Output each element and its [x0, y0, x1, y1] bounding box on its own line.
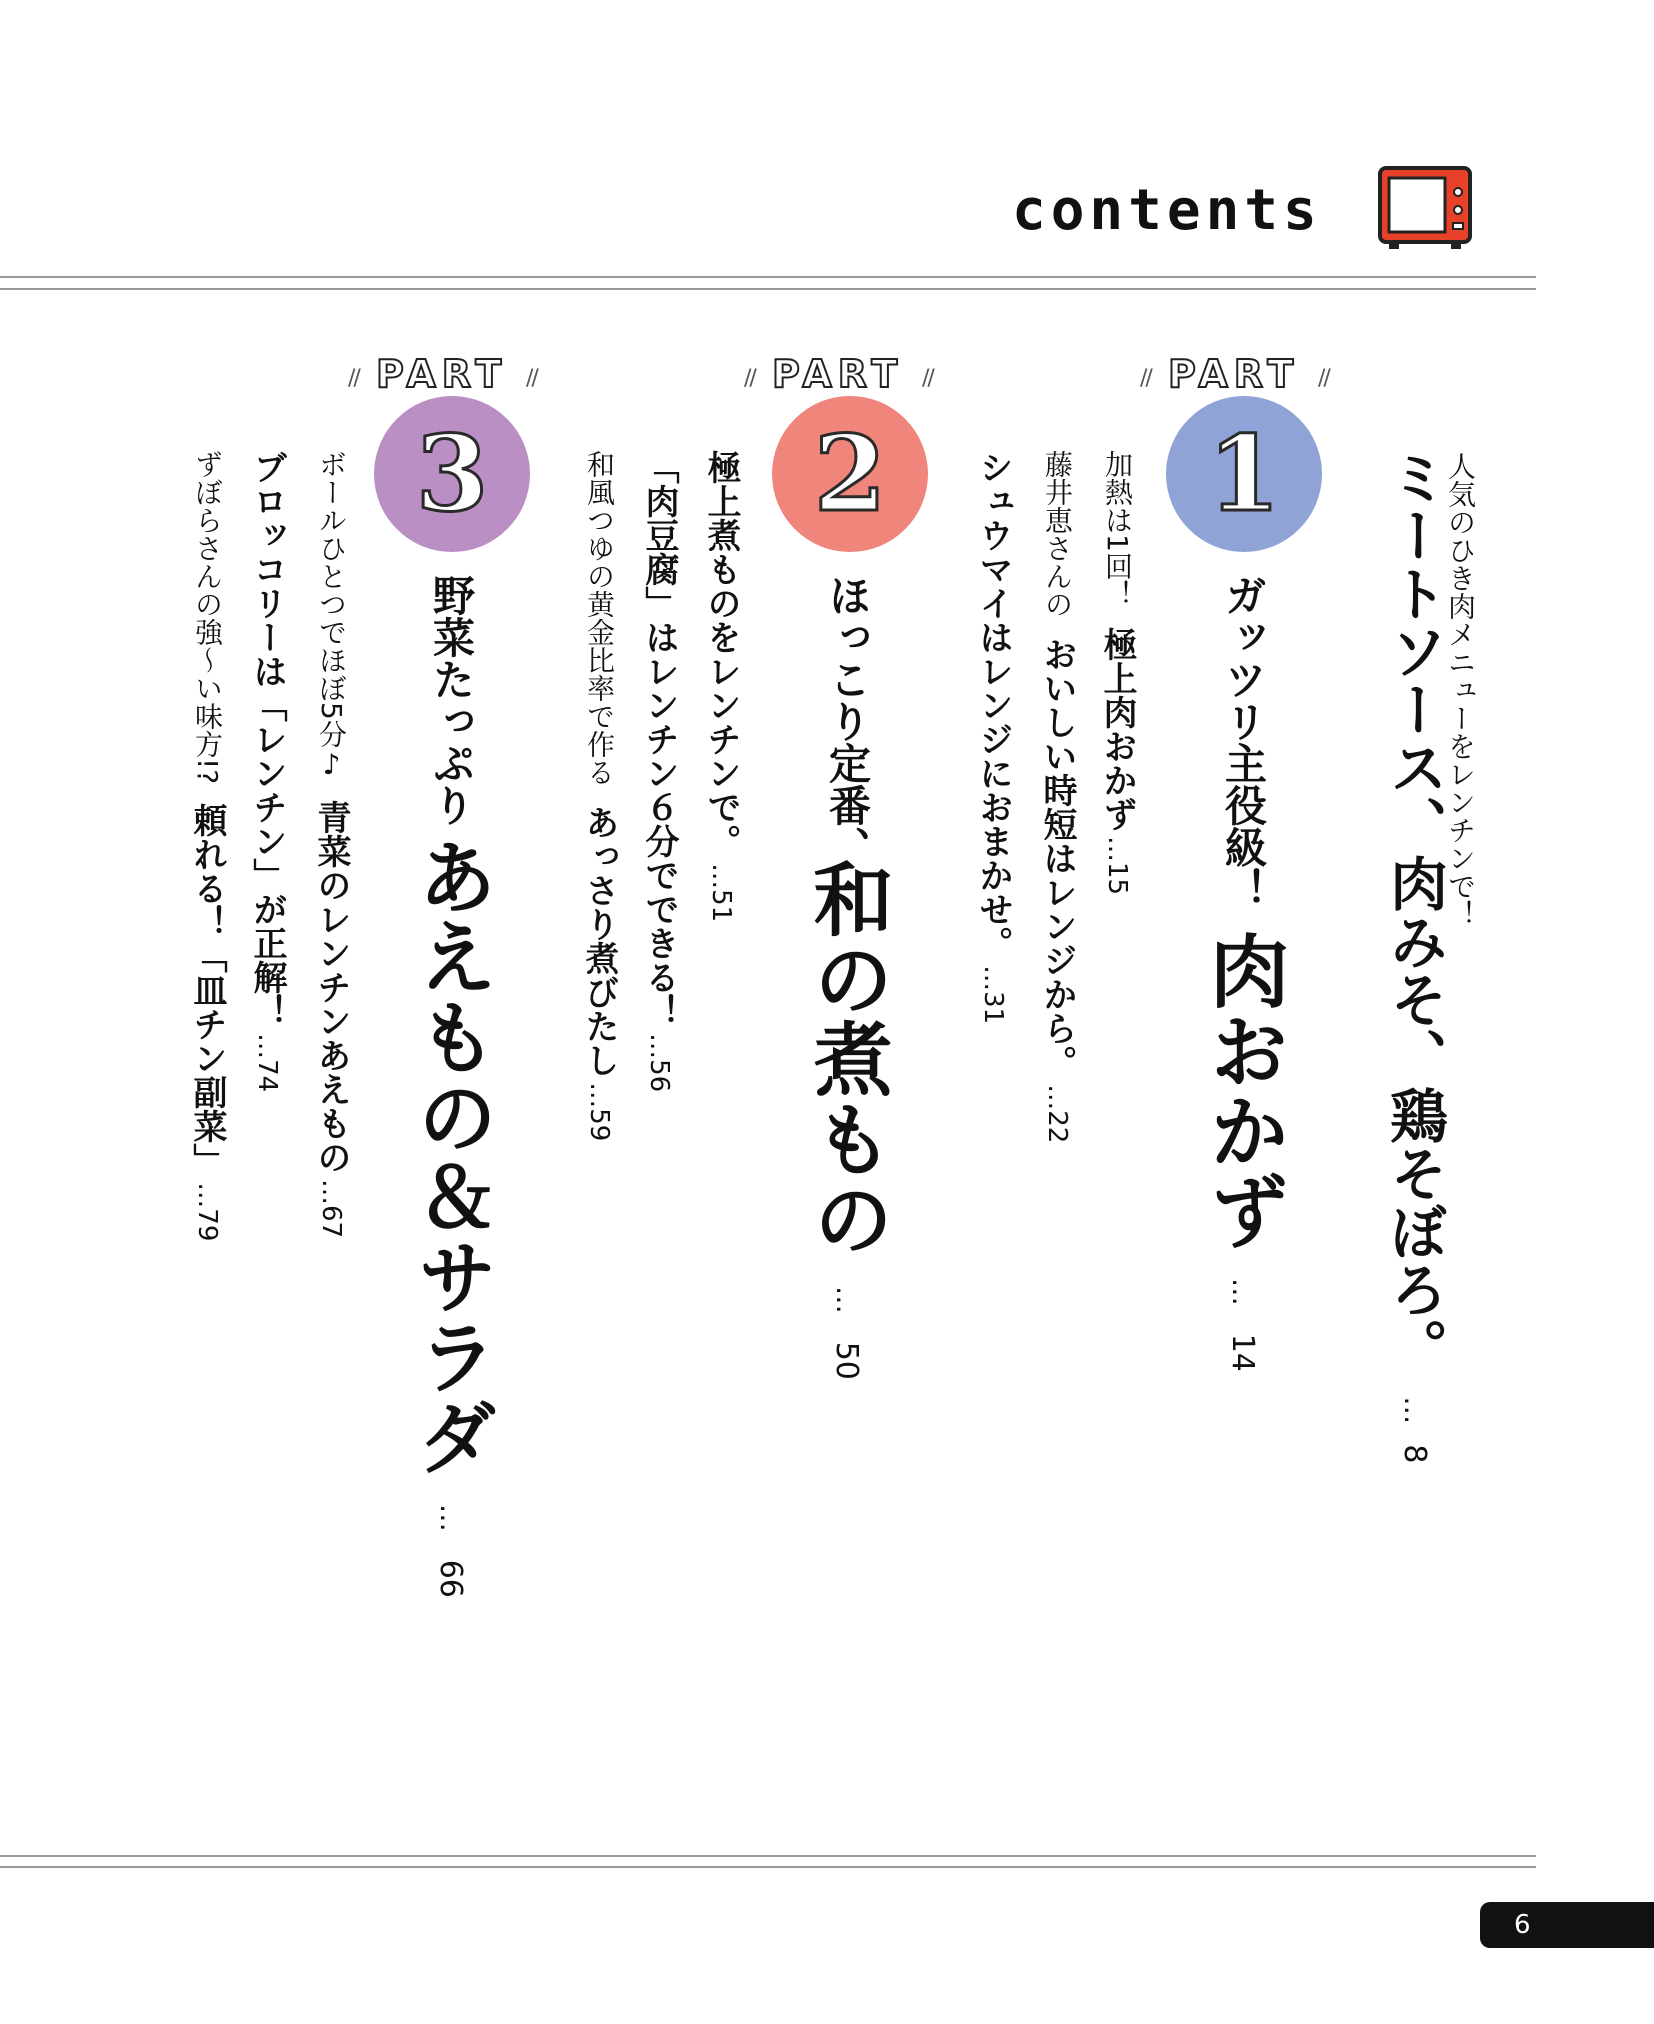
part1-label: PART: [1168, 352, 1300, 396]
part1-hatch-left: //: [1140, 366, 1151, 391]
part1-entry3: シュウマイはレンジにおまかせ。 …31: [973, 450, 1013, 1025]
part2-label: PART: [772, 352, 904, 396]
contents-heading: contents: [1012, 178, 1322, 243]
microwave-icon: [1377, 165, 1473, 251]
page-number: 6: [1514, 1910, 1531, 1940]
part2-hatch-left: //: [744, 366, 755, 391]
part3-entry2: ブロッコリーは「レンチン」が正解！ …74: [247, 450, 287, 1093]
part2-number: 2: [813, 412, 887, 535]
part2-entry3: 和風つゆの黄金比率で作る あっさり煮びたし …59: [579, 450, 619, 1142]
intro-title: ミートソース、肉みそ、鶏そぼろ。 … 8: [1380, 448, 1448, 1464]
part3-title-small: 野菜たっぷり: [427, 574, 476, 826]
part1-entry1: 加熱は1回！ 極上肉おかず …15: [1097, 450, 1137, 896]
part1-number: 1: [1207, 412, 1281, 535]
page-number-tab: [1480, 1902, 1654, 1948]
intro-subtitle: 人気のひき肉メニューをレンチンで！: [1444, 452, 1477, 928]
part1-title-small: ガッツリ主役級！: [1219, 574, 1268, 910]
top-rule: [0, 276, 1536, 278]
top-rule-2: [0, 288, 1536, 290]
part3-hatch-right: //: [526, 366, 537, 391]
part2-hatch-right: //: [922, 366, 933, 391]
part1-entry2: 藤井恵さんの おいしい時短はレンジから。 …22: [1037, 450, 1077, 1144]
part3-label: PART: [376, 352, 508, 396]
part2-entry2: 「肉豆腐」はレンチン６分でできる！ …56: [639, 450, 679, 1093]
part2-title-small: ほっこり定番、: [823, 574, 872, 868]
part3-entry1: ボールひとつでほぼ5分♪ 青菜のレンチンあえもの …67: [311, 450, 351, 1239]
part1-title-large: 肉おかず … 14: [1196, 930, 1289, 1372]
part3-hatch-left: //: [348, 366, 359, 391]
part3-title-large: あえもの＆サラダ … 66: [404, 836, 497, 1598]
bottom-rule-2: [0, 1866, 1536, 1868]
part2-entry1: 極上煮ものをレンチンで。 …51: [701, 450, 741, 923]
part1-hatch-right: //: [1318, 366, 1329, 391]
part2-title-large: 和の煮もの … 50: [800, 858, 893, 1380]
part3-entry3: ずぼらさんの強〜い味方!? 頼れる！「皿チン副菜」 …79: [187, 450, 227, 1242]
bottom-rule: [0, 1855, 1536, 1857]
part3-number: 3: [415, 412, 489, 535]
